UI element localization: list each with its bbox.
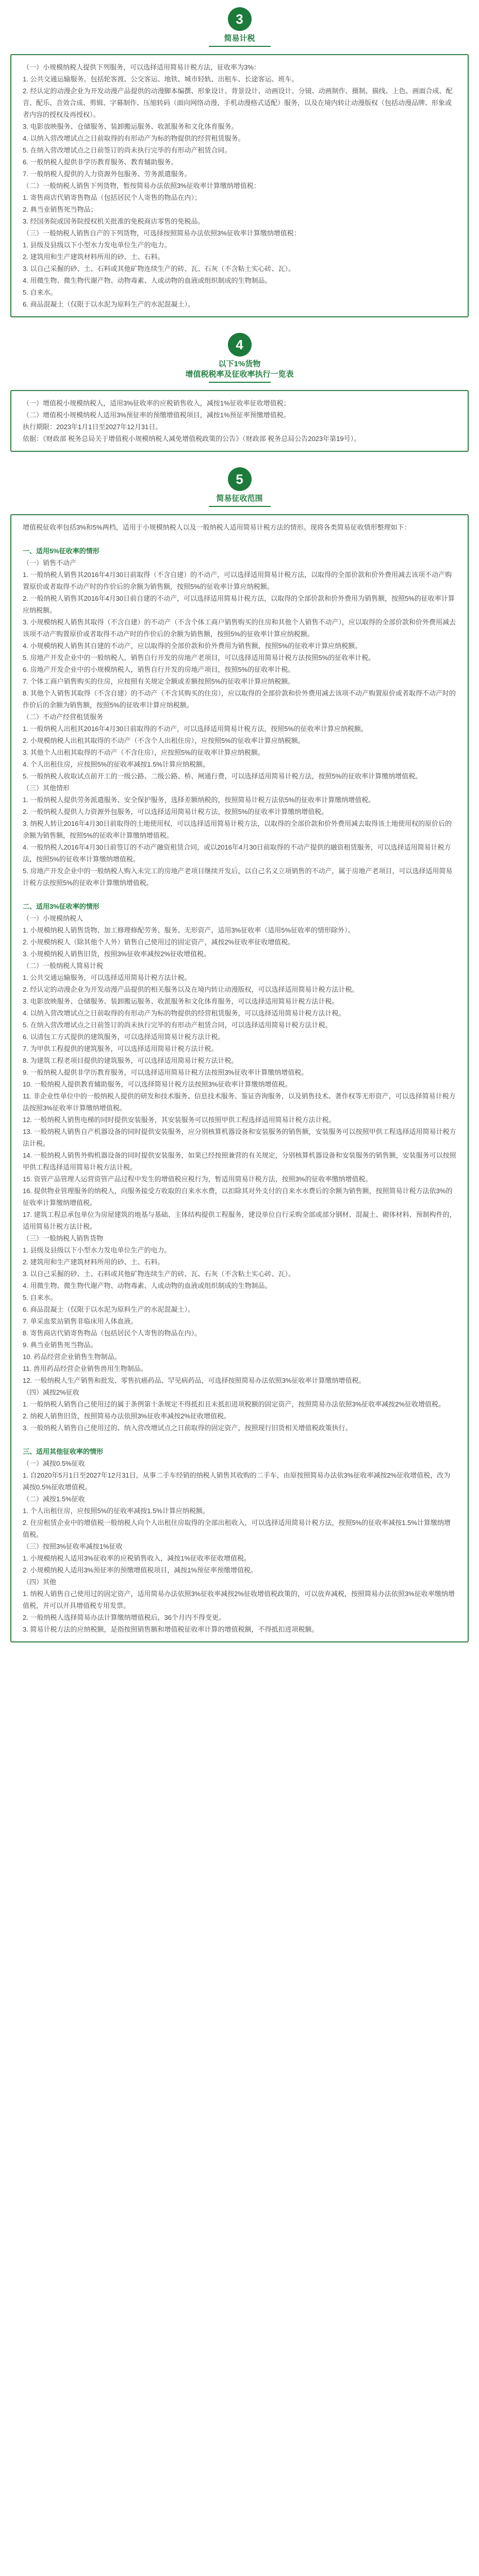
- content-line: 1. 一般纳税人销售其2016年4月30日前取得（不含自建）的不动产，可以选择适用简易计税方法，以取得的全部价款和价外费用减去该项不动产购置原价或者取得不动产时的作价后的余额为销售额，按照5%的征收率计算应纳税额。: [23, 571, 452, 590]
- content-line: （四）减按2%征收: [23, 1388, 79, 1396]
- content-line: 2. 小规模纳税人（除其他个人外）销售自己使用过的固定资产，减按2%征收率征收增值税。: [23, 938, 295, 946]
- content-line: 3. 以自己采掘的砂、土、石料或其他矿物连续生产的砖、瓦、石灰（不含粘土实心砖、瓦）。: [23, 265, 295, 273]
- content-line: 2. 经认定的动漫企业为开发动漫产品提供的相关服务以及在境内转让动漫版权，可以选择适用简易计税方法计税。: [23, 986, 359, 993]
- section-content-box: [10, 514, 469, 1642]
- content-line: 8. 其他个人销售其取得（不含自建）的不动产（不含其购买的住房），应以取得的全部价款和价外费用减去该项不动产购置原价或者取得不动产时的作价后的余额为销售额，按照5%的征收率计算应纳税额。: [23, 689, 456, 709]
- content-line: 10. 药品经营企业销售生物制品。: [23, 1353, 121, 1361]
- content-line: （二）一般纳税人销售下列货物，暂按简易办法依照3%征收率计算缴纳增值税：: [23, 182, 260, 190]
- content-line: 一、适用5%征收率的情形: [23, 547, 100, 555]
- section-content-box: [10, 54, 469, 317]
- content-line: 3. 以自己采掘的砂、土、石料或其他矿物连续生产的砖、瓦、石灰（不含粘土实心砖、瓦）。: [23, 1270, 295, 1278]
- content-line: 3. 小规模纳税人销售其取得（不含自建）的不动产（不含个体工商户销售购买的住房和其他个人销售不动产），应以取得的全部价款和价外费用减去该项不动产购置原价或者取得不动产时的作价后的余额为销售额，按照5%的征收率计算应纳税额。: [23, 618, 456, 638]
- content-line: 三、适用其他征收率的情形: [23, 1448, 104, 1455]
- content-line: 2. 小规模纳税人出租其取得的不动产（不含个人出租住房），应按照5%的征收率计算应纳税额。: [23, 737, 305, 744]
- content-line: 3. 纳税人转让2016年4月30日前取得的土地使用权，可以选择适用简易计税方法，以取得的全部价款和价外费用减去取得该土地使用权的原价后的余额为销售额，按照5%的征收率计算缴纳增值税。: [23, 820, 452, 839]
- section-4: [10, 333, 469, 452]
- content-line: 10. 一般纳税人提供教育辅助服务，可以选择简易计税方法按照3%征收率计算缴纳增值税。: [23, 1080, 292, 1088]
- content-line: （二）减按1.5%征收: [23, 1495, 85, 1503]
- content-line: 1. 公共交通运输服务。包括轮客渡、公交客运、地铁、城市轻轨、出租车、长途客运、班车。: [23, 75, 299, 83]
- section-number-badge: 5: [228, 467, 252, 491]
- content-line: 依据：《财政部 税务总局关于增值税小规模纳税人减免增值税政策的公告》（财政部 税务总局公告2023年第19号）。: [23, 435, 361, 443]
- content-line: 增值税征收率包括3%和5%两档，适用于小规模纳税人以及一般纳税人适用简易计税方法的情形。现将各类简易征收情形整理如下：: [23, 523, 411, 531]
- section-subtitle: 增值税税率及征收率执行一览表: [185, 370, 294, 379]
- content-line: 4. 用微生物、微生物代谢产物、动物毒素、人或动物的血液或组织制成的生物制品。: [23, 1282, 272, 1290]
- content-line: 二、适用3%征收率的情形: [23, 903, 100, 910]
- content-line: 1. 县级及县级以下小型水力发电单位生产的电力。: [23, 1246, 171, 1254]
- content-line: 1. 公共交通运输服务，可以选择适用简易计税方法计税。: [23, 974, 191, 981]
- section-5: [10, 467, 469, 1642]
- content-line: 4. 以纳入营改增试点之日前取得的有形动产为标的物提供的经营租赁服务，可以选择适用简易计税方法计税。: [23, 1009, 345, 1017]
- content-line: 12. 一般纳税人生产销售和批发、零售抗癌药品、罕见病药品，可选择按照简易办法依照3%征收率计算缴纳增值税。: [23, 1377, 366, 1384]
- content-line: 15. 资管产品管理人运营资管产品过程中发生的增值税应税行为，暂适用简易计税方法，按照3%的征收率缴纳增值税。: [23, 1175, 372, 1183]
- content-line: 5. 自来水。: [23, 1294, 57, 1301]
- section-number-badge: 4: [228, 333, 252, 357]
- content-line: 2. 建筑用和生产建筑材料所用的砂、土、石料。: [23, 253, 164, 261]
- content-line: （一）增值税小规模纳税人，适用3%征收率的应税销售收入，减按1%征收率征收增值税；: [23, 399, 290, 407]
- content-line: 2. 建筑用和生产建筑材料所用的砂、土、石料。: [23, 1258, 164, 1266]
- content-line: 6. 商品混凝土（仅限于以水泥为原料生产的水泥混凝土）。: [23, 1306, 194, 1313]
- content-line: （三）一般纳税人销售货物: [23, 1234, 104, 1242]
- content-line: 13. 一般纳税人销售自产机器设备的同时提供安装服务，应分别核算机器设备和安装服务的销售额，安装服务可以按照甲供工程选择适用简易计税方法计税。: [23, 1128, 456, 1147]
- content-line: 5. 在纳入营改增试点之日前签订的尚未执行完毕的有形动产租赁合同，可以选择适用简易计税方法计税。: [23, 1021, 332, 1029]
- content-line: 1. 自2020年5月1日至2027年12月31日，从事二手车经销的纳税人销售其收购的二手车，由原按照简易办法依3%征收率减按2%征收增值税，改为减按0.5%征收增值税。: [23, 1471, 451, 1491]
- content-line: 2. 住房租赁企业中的增值税一般纳税人向个人出租住房取得的全部出租收入，可以选择适用简易计税方法，按照5%的征收率减按1.5%计算缴纳增值税。: [23, 1519, 451, 1538]
- content-line: [23, 533, 456, 545]
- content-line: 6. 以清包工方式提供的建筑服务，可以选择适用简易计税方法计税。: [23, 1033, 225, 1041]
- content-line: 2. 一般纳税人选择简易办法计算缴纳增值税后，36个月内不得变更。: [23, 1614, 225, 1621]
- content-line: （一）小规模纳税人提供下列服务，可以选择适用简易计税方法，征收率为3%：: [23, 63, 260, 71]
- content-line: 8. 寄售商店代销寄售物品（包括居民个人寄售的物品在内）。: [23, 1329, 201, 1337]
- content-line: 2. 一般纳税人销售其2016年4月30日前自建的不动产，可以选择适用简易计税方法，以取得的全部价款和价外费用为销售额，按照5%的征收率计算应纳税额。: [23, 595, 455, 614]
- content-line: 2. 纳税人销售旧货，按照简易办法依照3%征收率减按2%征收增值税。: [23, 1412, 231, 1420]
- content-line: 4. 个人出租住房，应按照5%的征收率减按1.5%计算应纳税额。: [23, 760, 209, 768]
- content-line: 2. 小规模纳税人适用3%预征率的预缴增值税项目，减按1%预征率预缴增值税。: [23, 1566, 258, 1574]
- content-line: 1. 小规模纳税人适用3%征收率的应税销售收入，减按1%征收率征收增值税。: [23, 1554, 251, 1562]
- content-line: 4. 以纳入营改增试点之日前取得的有形动产为标的物提供的经营租赁服务。: [23, 134, 245, 142]
- content-line: 1. 一般纳税人销售自己使用过的属于条例第十条规定不得抵扣且未抵扣进项税额的固定资产，按照简易办法依照3%征收率减按2%征收增值税。: [23, 1400, 445, 1408]
- content-line: 1. 小规模纳税人销售货物、加工修理修配劳务、服务、无形资产，适用3%征收率（适用5%征收率的情形除外）。: [23, 926, 355, 934]
- content-line: 6. 商品混凝土（仅限于以水泥为原料生产的水泥混凝土）。: [23, 300, 194, 308]
- section-number-badge: 3: [228, 7, 252, 31]
- content-line: 5. 一般纳税人收取试点前开工的一级公路、二级公路、桥、闸通行费，可以选择适用简易计税方法，按照5%的征收率计算缴纳增值税。: [23, 772, 422, 780]
- content-line: 7. 为甲供工程提供的建筑服务，可以选择适用简易计税方法计税。: [23, 1045, 218, 1053]
- section-title-underline: [209, 46, 271, 47]
- content-line: 1. 一般纳税人提供劳务派遣服务、安全保护服务，选择差额纳税的，按照简易计税方法依5%的征收率计算缴纳增值税。: [23, 796, 375, 804]
- content-line: （三）其他情形: [23, 784, 70, 792]
- content-line: 11. 非企业性单位中的一般纳税人提供的研发和技术服务、信息技术服务、鉴证咨询服务，以及销售技术、著作权等无形资产，可以选择简易计税方法按照3%征收率计算缴纳增值税。: [23, 1092, 456, 1112]
- content-line: （二）不动产经营租赁服务: [23, 713, 104, 721]
- section-3: [10, 7, 469, 317]
- content-line: 1. 寄售商店代销寄售物品（包括居民个人寄售的物品在内）；: [23, 194, 201, 201]
- sections-container: [0, 7, 479, 1642]
- content-line: 3. 经国务院或国务院授权机关批准的免税商店零售的免税品。: [23, 217, 205, 225]
- content-line: （二）一般纳税人简易计税: [23, 962, 104, 970]
- content-line: 16. 提供物业管理服务的纳税人，向服务接受方收取的自来水水费，以扣除其对外支付的自来水水费后的余额为销售额，按照简易计税方法依3%的征收率计算缴纳增值税。: [23, 1187, 453, 1207]
- content-line: （三）一般纳税人销售自产的下列货物，可选择按照简易办法依照3%征收率计算缴纳增值税：: [23, 229, 301, 237]
- content-line: 1. 一般纳税人出租其2016年4月30日前取得的不动产，可以选择适用简易计税方法，按照5%的征收率计算应纳税额。: [23, 725, 368, 733]
- section-title: 简易征收范围: [216, 494, 263, 503]
- content-line: 7. 单采血浆站销售非临床用人体血液。: [23, 1317, 138, 1325]
- content-line: 2. 经认定的动漫企业为开发动漫产品提供的动漫脚本编撰、形象设计、背景设计、动画设计、分镜、动画制作、摄制、描线、上色、画面合成、配音、配乐、音效合成、剪辑、字幕制作、压缩转码（面向网络动漫、手机动漫格式适配）服务，以及在境内转让动漫版权（包括动漫品牌、形象或者内容的授权及再授权）。: [23, 87, 453, 118]
- section-title: 简易计税: [224, 34, 255, 43]
- content-line: 5. 自来水。: [23, 289, 57, 296]
- content-line: （二）增值税小规模纳税人适用3%预征率的预缴增值税项目，减按1%预征率预缴增值税。: [23, 411, 290, 419]
- content-line: 12. 一般纳税人销售电梯的同时提供安装服务，其安装服务可以按照甲供工程选择适用简易计税方法计税。: [23, 1116, 336, 1124]
- content-line: （一）销售不动产: [23, 559, 77, 567]
- content-line: 4. 小规模纳税人销售其自建的不动产，应以取得的全部价款和价外费用为销售额，按照5%的征收率计算应纳税额。: [23, 642, 362, 650]
- content-line: 5. 房地产开发企业中的一般纳税人，销售自行开发的房地产老项目，可以选择适用简易计税方法按照5%的征收率计税。: [23, 654, 375, 662]
- content-line: 17. 建筑工程总承包单位为房屋建筑的地基与基础、主体结构提供工程服务，建设单位自行采购全部或部分钢材、混凝土、砌体材料、预制构件的，适用简易计税方法计税。: [23, 1211, 456, 1230]
- content-line: （一）小规模纳税人: [23, 914, 84, 922]
- content-line: （三）按照3%征收率减按1%征收: [23, 1543, 123, 1550]
- content-line: 3. 小规模纳税人销售旧货，按照3%征收率减按2%征收增值税。: [23, 950, 211, 958]
- content-line: 7. 个体工商户销售购买的住房，应按照有关规定全额或差额按照5%的征收率计算应纳税额。: [23, 677, 295, 685]
- content-line: 1. 县级及县级以下小型水力发电单位生产的电力。: [23, 241, 171, 249]
- content-line: 3. 其他个人出租其取得的不动产（不含住房），应按照5%的征收率计算应纳税额。: [23, 749, 265, 756]
- content-line: 4. 一般纳税人2016年4月30日前签订的不动产融资租赁合同，或以2016年4月30日前取得的不动产提供的融资租赁服务，可以选择适用简易计税方法，按照5%的征收率计算缴纳增值税。: [23, 843, 451, 863]
- content-line: 9. 典当业销售死当物品。: [23, 1341, 97, 1349]
- content-line: 11. 兽用药品经营企业销售兽用生物制品。: [23, 1365, 147, 1372]
- content-line: 3. 简易计税方法的应纳税额，是指按照销售额和增值税征收率计算的增值税额，不得抵扣进项税额。: [23, 1625, 319, 1633]
- content-line: （一）减按0.5%征收: [23, 1460, 85, 1467]
- content-line: 5. 在纳入营改增试点之日前签订的尚未执行完毕的有形动产租赁合同。: [23, 146, 232, 154]
- content-line: 14. 一般纳税人销售外购机器设备的同时提供安装服务，如果已经按照兼营的有关规定，分别核算机器设备和安装服务的销售额，安装服务可以按照甲供工程选择适用简易计税方法计税。: [23, 1151, 456, 1171]
- section-title-underline: [209, 506, 271, 507]
- content-line: 2. 典当业销售死当物品；: [23, 206, 97, 213]
- content-line: 4. 用微生物、微生物代谢产物、动物毒素、人或动物的血液或组织制成的生物制品。: [23, 277, 272, 284]
- content-line: 6. 一般纳税人提供非学历教育服务、教育辅助服务。: [23, 158, 178, 166]
- content-line: 9. 一般纳税人提供非学历教育服务，可以选择适用简易计税方法按照3%征收率计算缴纳增值税。: [23, 1069, 308, 1076]
- content-line: 3. 电影放映服务、仓储服务、装卸搬运服务、收派服务和文化体育服务，可以选择适用简易计税方法计税。: [23, 997, 339, 1005]
- content-line: [23, 889, 456, 901]
- content-line: （四）其他: [23, 1578, 57, 1586]
- content-line: 5. 房地产开发企业中的一般纳税人购入未完工的房地产老项目继续开发后，以自己名义立项销售的不动产，属于房地产老项目，可以选择适用简易计税方法按照5%的征收率计算缴纳增值税。: [23, 867, 453, 887]
- section-title: 以下1%货物: [218, 360, 261, 368]
- content-line: 3. 电影放映服务、仓储服务、装卸搬运服务、收派服务和文化体育服务。: [23, 123, 238, 130]
- content-line: 2. 一般纳税人提供人力资源外包服务，可以选择适用简易计税方法，按照5%的征收率计算缴纳增值税。: [23, 808, 328, 816]
- content-line: 执行期限：2023年1月1日至2027年12月31日。: [23, 423, 162, 431]
- content-line: 7. 一般纳税人提供的人力资源外包服务、劳务派遣服务。: [23, 170, 191, 178]
- content-line: 1. 纳税人销售自己使用过的固定资产，适用简易办法依照3%征收率减按2%征收增值税政策的，可以放弃减税，按照简易办法依照3%征收率缴纳增值税，并可以开具增值税专用发票。: [23, 1590, 455, 1609]
- content-line: 6. 房地产开发企业中的小规模纳税人，销售自行开发的房地产项目，按照5%的征收率计税。: [23, 666, 295, 673]
- section-title-underline: [209, 382, 271, 383]
- content-line: [23, 1434, 456, 1446]
- content-line: 3. 一般纳税人销售自己使用过的、纳入营改增试点之日前取得的固定资产，按照现行旧货相关增值税政策执行。: [23, 1424, 352, 1432]
- section-content-box: [10, 390, 469, 452]
- content-line: 1. 个人出租住房，应按照5%的征收率减按1.5%计算应纳税额。: [23, 1507, 209, 1515]
- content-line: 8. 为建筑工程老项目提供的建筑服务，可以选择适用简易计税方法计税。: [23, 1057, 238, 1064]
